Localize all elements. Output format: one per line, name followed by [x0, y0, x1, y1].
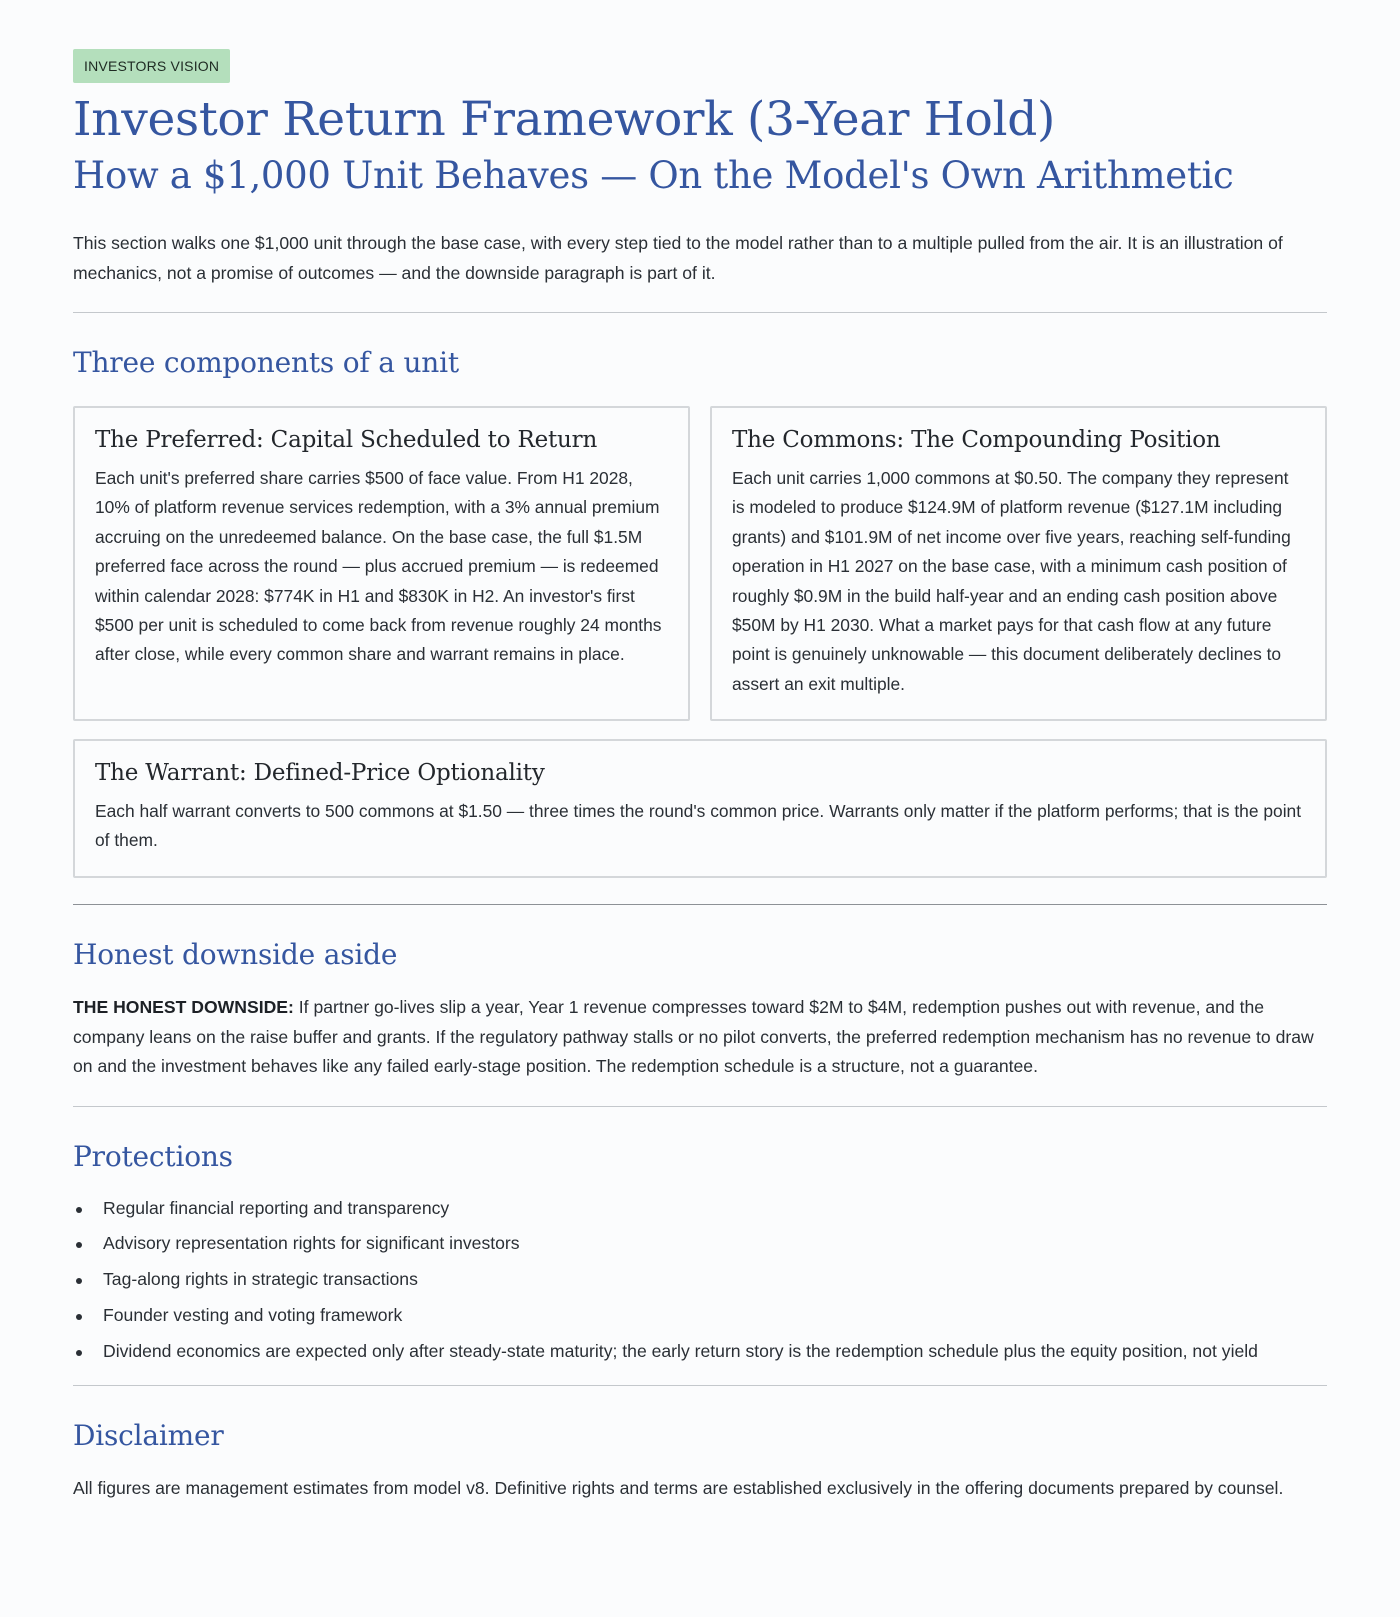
protections-list: [73, 1191, 1327, 1370]
protections-heading: Protections: [73, 1139, 233, 1173]
list-item: Regular financial reporting and transparency: [73, 1191, 1327, 1227]
preferred-card-body: Each unit's preferred share carries $500 of face value. From H1 2028, 10% of platform revenue services redemption, with a 3% annual premium accruing on the unredeemed balance. On the base case, the full $1.5M preferred face across the round — plus accrued premium — is redeemed within calendar 2028: $774K in H1 and $830K in H2. An investor's first $500 per unit is scheduled to come back from revenue roughly 24 months after close, while every common share and warrant remains in place.: [95, 468, 662, 665]
divider: [73, 904, 1327, 905]
divider: [73, 312, 1327, 313]
downside-body: If partner go-lives slip a year, Year 1 revenue compresses toward $2M to $4M, redemption pushes out with revenue, and the company leans on the raise buffer and grants. If the regulatory pathway stalls or no pilot converts, the preferred redemption mechanism has no revenue to draw on and the investment behaves like any failed early-stage position. The redemption schedule is a structure, not a guarantee.: [73, 997, 1314, 1076]
warrant-card: [73, 739, 1327, 878]
warrant-card-body: Each half warrant converts to 500 commons at $1.50 — three times the round's common price. Warrants only matter if the platform performs; that is the point of them.: [95, 801, 1302, 851]
downside-paragraph: [73, 993, 1327, 1082]
downside-lead: THE HONEST DOWNSIDE:: [73, 997, 294, 1017]
commons-card-title: The Commons: The Compounding Position: [732, 427, 1221, 453]
commons-card-body: Each unit carries 1,000 commons at $0.50. The company they represent is modeled to produce $124.9M of platform revenue ($127.1M including grants) and $101.9M of net income over five years, reaching self-funding operation in H1 2027 on the base case, with a minimum cash position of roughly $0.9M in the build half-year and an ending cash position above $50M by H1 2030. What a market pays for that cash flow at any future point is genuinely unknowable — this document deliberately declines to assert an exit multiple.: [732, 468, 1291, 694]
disclaimer-heading: Disclaimer: [73, 1419, 224, 1453]
components-heading: Three components of a unit: [73, 346, 459, 379]
page-title: Investor Return Framework (3-Year Hold): [73, 92, 1056, 147]
page-subtitle: How a $1,000 Unit Behaves — On the Model's Own Arithmetic: [73, 154, 1234, 197]
commons-card: [710, 406, 1327, 721]
preferred-card: [73, 406, 690, 721]
list-item: Tag-along rights in strategic transactions: [73, 1262, 1327, 1298]
disclaimer-paragraph: All figures are management estimates from model v8. Definitive rights and terms are established exclusively in the offering documents prepared by counsel.: [73, 1478, 1284, 1499]
list-item: Advisory representation rights for significant investors: [73, 1226, 1327, 1262]
section-tag: INVESTORS VISION: [73, 49, 230, 83]
preferred-card-title: The Preferred: Capital Scheduled to Return: [95, 427, 598, 453]
warrant-card-title: The Warrant: Defined-Price Optionality: [95, 760, 545, 786]
component-cards: [73, 406, 1327, 721]
list-item: Founder vesting and voting framework: [73, 1298, 1327, 1334]
intro-paragraph: This section walks one $1,000 unit through the base case, with every step tied to the model rather than to a multiple pulled from the air. It is an illustration of mechanics, not a promise of outcomes — and the downside paragraph is part of it.: [73, 233, 1283, 283]
divider: [73, 1385, 1327, 1386]
list-item: Dividend economics are expected only after steady-state maturity; the early return story is the redemption schedule plus the equity position, not yield: [73, 1334, 1327, 1370]
divider: [73, 1106, 1327, 1107]
downside-heading: Honest downside aside: [73, 938, 398, 971]
